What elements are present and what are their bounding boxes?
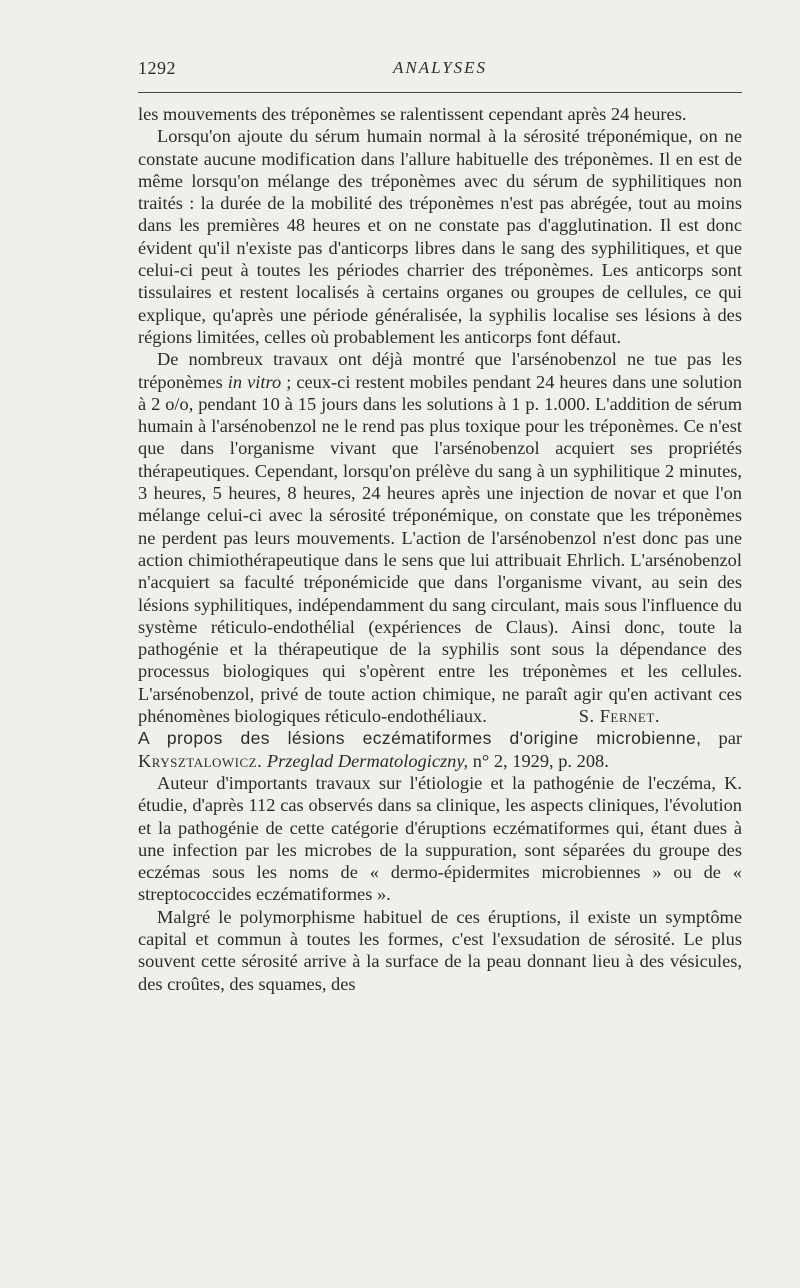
header-rule bbox=[138, 92, 742, 93]
article-par: par bbox=[718, 728, 742, 749]
paragraph-article-symptom: Malgré le polymorphisme habituel de ces éruptions, il existe un symptôme capital et commun à toutes les formes, c'est l'exsudation de sérosité. Le plus souvent cette sérosité arrive à la surface de la peau donnant lieu à des vésicules, des croûtes, des squames, des bbox=[138, 906, 742, 994]
page-header bbox=[138, 58, 742, 82]
signature-wrap bbox=[487, 706, 660, 726]
journal-name: Przeglad Dermatologiczny, bbox=[266, 750, 469, 771]
paragraph-continuation: les mouvements des tréponèmes se ralentissent cependant après 24 heures. bbox=[138, 104, 687, 124]
page-number: 1292 bbox=[138, 58, 176, 78]
article-heading bbox=[138, 727, 742, 772]
signature: S. Fernet. bbox=[578, 706, 660, 727]
article-author: Krysztalowicz. bbox=[138, 750, 263, 771]
paragraph-article-intro: Auteur d'importants travaux sur l'étiologie et la pathogénie de l'eczéma, K. étudie, d'après 112 cas observés dans sa clinique, les aspects cliniques, l'évolution et la pathogénie de cette catégorie d'éruptions eczématiformes qui, étant dues à une infection par les microbes de la suppuration, sont séparées du groupe des eczémas sous les noms de « dermo-épidermites microbiennes » ou de « streptococcides eczématiformes ». bbox=[138, 772, 742, 905]
article-citation: n° 2, 1929, p. 208. bbox=[472, 750, 609, 771]
paragraph-text: De nombreux travaux ont déjà montré que l'arsénobenzol ne tue pas les tréponèmes bbox=[138, 349, 742, 392]
article-title: A propos des lésions eczématiformes d'origine microbienne, bbox=[138, 728, 702, 749]
body-text bbox=[138, 103, 742, 995]
paragraph-text: ; ceux-ci restent mobiles pendant 24 heures dans une solution à 2 o/o, pendant 10 à 15 jours dans les solutions à 1 p. 1.000. L'addition de sérum humain à l'arsénobenzol ne le rend pas plus toxique pour les tréponèmes. Ce n'est que dans l'organisme vivant que l'arsénobenzol acquiert ses propriétés thérapeutiques. Cependant, lorsqu'on prélève du sang à un syphilitique 2 minutes, 3 heures, 5 heures, 8 heures, 24 heures après une injection de novar et que l'on mélange celui-ci avec la sérosité tréponémique, on constate que les tréponèmes ne perdent pas leurs mouvements. L'action de l'arsénobenzol n'est donc pas une action chimiothérapeutique dans le sens que lui attribuait Ehrlich. L'arsénobenzol n'acquiert sa faculté tréponémicide que dans l'organisme vivant, au sein des lésions syphilitiques, indépendamment du sang circulant, mais sous l'influence du système réticulo-endothélial (expériences de Claus). Ainsi donc, toute la pathogénie et la thérapeutique de la syphilis sont sous la dépendance des processus biologiques qui s'opèrent entre les tréponèmes et les cellules. L'arsénobenzol, privé de toute action chimique, ne paraît agir qu'en activant ces phénomènes biologiques réticulo-endothéliaux. bbox=[138, 371, 742, 727]
paragraph-serum: Lorsqu'on ajoute du sérum humain normal à la sérosité tréponémique, on ne constate aucune modification dans l'allure habituelle des tréponèmes. Il en est de même lorsqu'on mélange des tréponèmes avec du sérum de syphilitiques non traités : la durée de la mobilité des tréponèmes n'est pas abrégée, tout au moins dans les premières 48 heures et on ne constate pas d'agglutination. Il est donc évident qu'il n'existe pas d'anticorps libres dans le sang des syphilitiques, et que celui-ci peut à toutes les périodes charrier des tréponèmes. Les anticorps sont tissulaires et restent localisés à certains organes ou groupes de cellules, ce qui explique, qu'après une période généralisée, la syphilis localise ses lésions à des régions limitées, celles où probablement les anticorps font défaut. bbox=[138, 126, 742, 347]
italic-term: in vitro bbox=[227, 371, 282, 392]
running-title: ANALYSES bbox=[392, 58, 488, 77]
paragraph-arsenobenzol bbox=[138, 348, 742, 727]
